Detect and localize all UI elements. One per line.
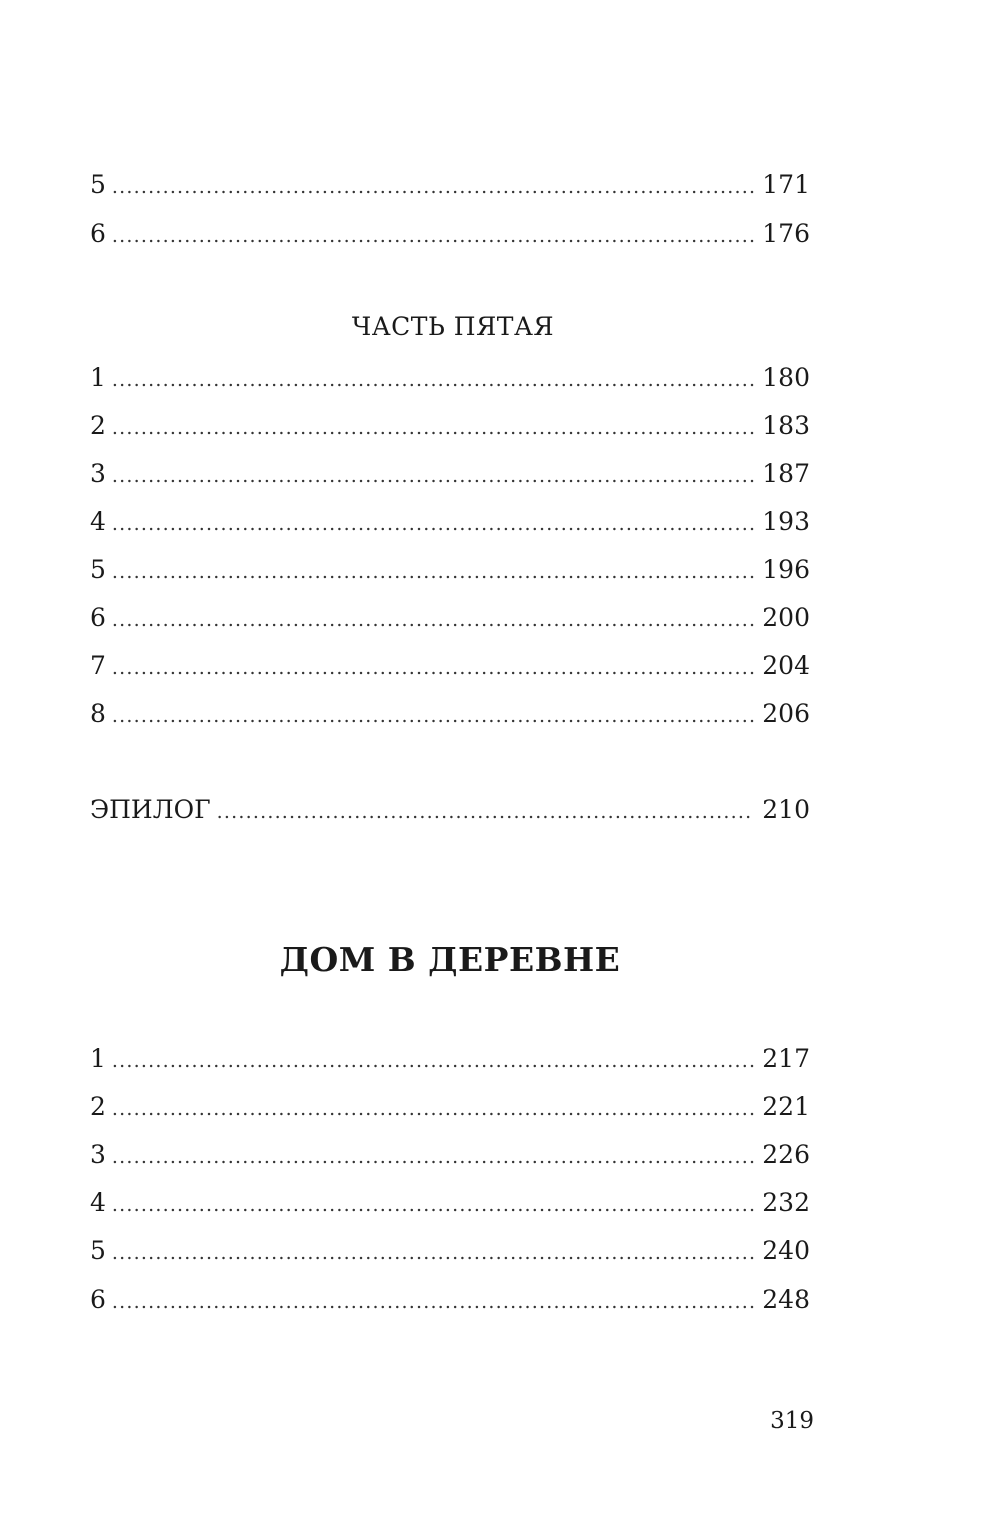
toc-entry (90, 165, 810, 205)
toc-dot-leader (112, 648, 754, 688)
toc-dot-leader (112, 216, 754, 256)
toc-entry-page: 206 (762, 699, 810, 728)
toc-entry-page: 210 (762, 795, 810, 824)
toc-entry (90, 646, 810, 686)
toc-entry (90, 1135, 810, 1175)
toc-entry-label: 8 (90, 699, 106, 728)
toc-entry-label: 6 (90, 1285, 106, 1314)
toc-entry (90, 550, 810, 590)
toc-entry-label: ЭПИЛОГ (90, 795, 211, 824)
toc-entry (90, 406, 810, 446)
toc-entry-label: 6 (90, 219, 106, 248)
toc-entry (90, 1231, 810, 1271)
toc-entry-label: 7 (90, 651, 106, 680)
toc-entry (90, 598, 810, 638)
toc-dot-leader (112, 1137, 754, 1177)
toc-dot-leader (217, 792, 755, 832)
toc-entry-page: 193 (762, 507, 810, 536)
toc-entry (90, 1039, 810, 1079)
toc-dot-leader (112, 504, 754, 544)
toc-dot-leader (112, 167, 754, 207)
toc-entry-label: 6 (90, 603, 106, 632)
toc-entry-label: 3 (90, 1140, 106, 1169)
toc-entry-page: 200 (762, 603, 810, 632)
toc-entry (90, 358, 810, 398)
toc-entry-page: 196 (762, 555, 810, 584)
toc-dot-leader (112, 1185, 754, 1225)
toc-dot-leader (112, 600, 754, 640)
toc-entry (90, 694, 810, 734)
book-heading: ДОМ В ДЕРЕВНЕ (279, 940, 621, 979)
toc-entry-page: 204 (762, 651, 810, 680)
toc-entry (90, 1183, 810, 1223)
toc-dot-leader (112, 1233, 754, 1273)
toc-dot-leader (112, 1041, 754, 1081)
toc-entry-label: 4 (90, 507, 106, 536)
toc-entry-label: 1 (90, 363, 106, 392)
toc-dot-leader (112, 360, 754, 400)
toc-dot-leader (112, 696, 754, 736)
toc-dot-leader (112, 1089, 754, 1129)
toc-entry-page: 232 (762, 1188, 810, 1217)
toc-dot-leader (112, 408, 754, 448)
toc-entry (90, 214, 810, 254)
toc-entry-label: 3 (90, 459, 106, 488)
toc-entry-page: 221 (762, 1092, 810, 1121)
toc-entry-label: 5 (90, 555, 106, 584)
toc-entry-label: 4 (90, 1188, 106, 1217)
toc-entry-label: 5 (90, 1236, 106, 1265)
toc-entry-page: 171 (762, 170, 810, 199)
toc-entry-page: 217 (762, 1044, 810, 1073)
toc-dot-leader (112, 1282, 754, 1322)
toc-dot-leader (112, 456, 754, 496)
toc-entry-page: 187 (762, 459, 810, 488)
toc-entry (90, 454, 810, 494)
toc-entry-epilogue (90, 790, 810, 830)
toc-entry-label: 2 (90, 411, 106, 440)
toc-entry-page: 180 (762, 363, 810, 392)
page-number: 319 (770, 1408, 814, 1434)
toc-entry (90, 1087, 810, 1127)
toc-entry (90, 502, 810, 542)
toc-entry-page: 183 (762, 411, 810, 440)
toc-entry-page: 176 (762, 219, 810, 248)
part-heading: ЧАСТЬ ПЯТАЯ (351, 312, 555, 341)
toc-entry (90, 1280, 810, 1320)
toc-entry-page: 226 (762, 1140, 810, 1169)
toc-entry-label: 1 (90, 1044, 106, 1073)
toc-entry-label: 2 (90, 1092, 106, 1121)
toc-entry-label: 5 (90, 170, 106, 199)
toc-entry-page: 248 (762, 1285, 810, 1314)
toc-entry-page: 240 (762, 1236, 810, 1265)
toc-dot-leader (112, 552, 754, 592)
